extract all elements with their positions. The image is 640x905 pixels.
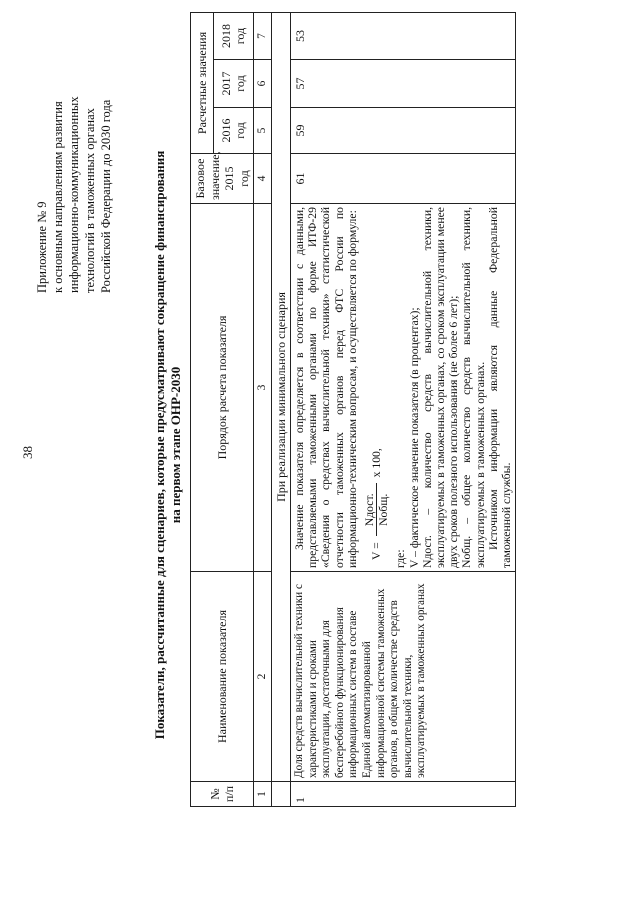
formula-rhs: x 100, <box>370 448 384 478</box>
formula-numerator: Nдост. <box>363 483 377 536</box>
header-year-2018: 2018 год <box>213 12 253 59</box>
scenario-row <box>271 12 291 806</box>
calculation-method <box>291 204 516 572</box>
method-text: Значение показателя определяется в соответствии с данными, представляемыми таможенными органами по форме ИТФ-29 «Сведения о средствах вычислительной техники» статистической отчетности таможенных органов перед ФТС России по информационно-техническим вопросам, и осуществляется по формуле: <box>293 207 359 568</box>
header-calc: Расчетные значения <box>191 12 214 153</box>
col-number: 4 <box>254 154 272 204</box>
appendix-header <box>34 0 114 293</box>
header-year-2017: 2017 год <box>213 60 253 108</box>
row-number: 1 <box>291 782 516 807</box>
formula-denominator: Nобщ. <box>377 493 391 526</box>
scenario-label: При реализации минимального сценария <box>271 12 291 781</box>
col-number: 6 <box>254 60 272 108</box>
appendix-line: информационно-коммуникационных <box>67 96 81 293</box>
definition-v: V – фактическое значение показателя (в процентах); <box>407 307 421 568</box>
indicators-table <box>190 12 516 807</box>
col-number: 2 <box>254 572 272 782</box>
header-row <box>191 12 214 806</box>
header-no: № п/п <box>191 782 254 807</box>
scenario-cell-empty <box>271 782 291 807</box>
page-number: 38 <box>20 446 35 459</box>
formula-fraction <box>363 483 390 536</box>
header-year-2016: 2016 год <box>213 108 253 154</box>
appendix-line: Российской Федерации до 2030 года <box>99 99 113 293</box>
value-2017: 57 <box>291 60 516 108</box>
column-numbers-row <box>254 12 272 806</box>
col-number: 1 <box>254 782 272 807</box>
value-2018: 53 <box>291 12 516 59</box>
value-2016: 59 <box>291 108 516 154</box>
base-value: 61 <box>291 154 516 204</box>
col-number: 7 <box>254 12 272 59</box>
formula <box>363 207 390 560</box>
header-name: Наименование показателя <box>191 572 254 782</box>
definition-nobsh: Nобщ. – общее количество средств вычислительной техники, эксплуатируемых в таможенных органах. <box>460 207 487 568</box>
document-title <box>152 135 184 755</box>
appendix-line: к основным направлениям развития <box>51 101 65 293</box>
appendix-line: технологий в таможенных органах <box>83 108 97 293</box>
col-number: 3 <box>254 204 272 572</box>
col-number: 5 <box>254 108 272 154</box>
title-line: Показатели, рассчитанные для сценариев, которые предусматривают сокращение финансирования <box>152 150 167 740</box>
info-source: Источником информации являются данные Федеральной таможенной службы. <box>486 207 514 568</box>
definition-ndost: Nдост. – количество средств вычислительной техники, эксплуатируемых в таможенных органах, со сроком эксплуатации менее двух сроков полезного использования (не более 6 лет); <box>420 207 461 568</box>
formula-lhs: V = <box>370 542 384 560</box>
where-label: где: <box>394 549 408 568</box>
header-method: Порядок расчета показателя <box>191 204 254 572</box>
title-line: на первом этапе ОНР-2030 <box>168 366 183 524</box>
table-row <box>291 12 516 806</box>
indicator-name: Доля средств вычислительной техники с характеристиками и сроками эксплуатации, достаточными для бесперебойного функционирования информационных систем в составе Единой автоматизированной информационной системы таможенных органов, в общем количестве средств вычислительной техники, эксплуатируемых в таможенных органах <box>291 572 516 782</box>
appendix-title: Приложение № 9 <box>35 201 49 293</box>
header-base: Базовое значение, 2015 год <box>191 154 254 204</box>
